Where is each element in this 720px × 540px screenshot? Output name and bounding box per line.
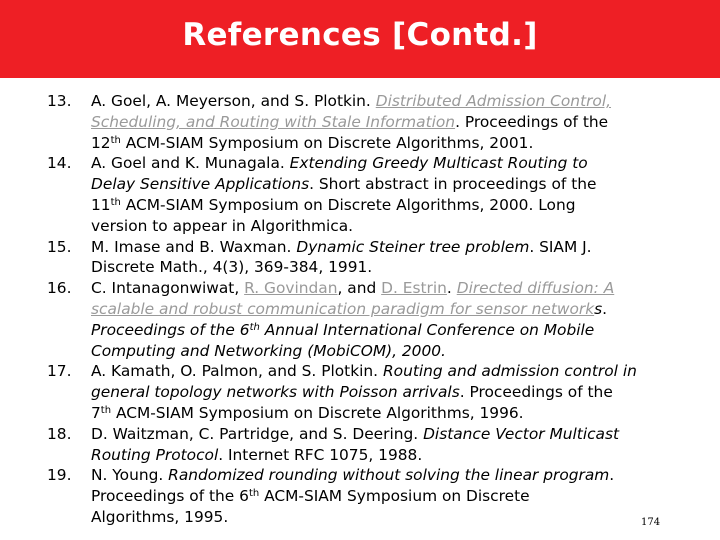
reference-list xyxy=(0,91,720,528)
title-bar xyxy=(0,0,720,78)
reference-plain-text: . xyxy=(609,466,615,485)
reference-line xyxy=(91,465,691,486)
ordinal-suffix: th xyxy=(100,404,112,416)
reference-item xyxy=(0,278,720,361)
reference-plain-text: ACM-SIAM Symposium on Discrete Algorithms, 2001. xyxy=(120,133,534,152)
reference-line xyxy=(91,216,691,237)
reference-line xyxy=(91,299,691,320)
reference-item xyxy=(0,237,720,279)
reference-text xyxy=(91,361,691,423)
reference-line xyxy=(91,257,691,278)
reference-number: 19. xyxy=(47,466,72,485)
reference-line xyxy=(91,133,691,154)
reference-title-text: Extending Greedy Multicast Routing to xyxy=(289,154,588,173)
reference-title-text: Computing and Networking (Mobi xyxy=(91,341,350,360)
reference-number: 13. xyxy=(47,92,72,110)
reference-link[interactable]: R. Govindan xyxy=(244,279,338,298)
reference-plain-text: . Internet RFC 1075, 1988. xyxy=(218,445,423,464)
reference-plain-text: ACM-SIAM Symposium on Discrete Algorithms, 2000. Long xyxy=(120,195,576,214)
reference-plain-text: 12 xyxy=(91,133,111,152)
reference-plain-text: . Proceedings of the xyxy=(459,383,613,402)
reference-plain-text: Algorithms, 1995. xyxy=(91,507,229,526)
reference-plain-text: 7 xyxy=(91,403,101,422)
reference-line xyxy=(91,445,691,466)
reference-line xyxy=(91,153,691,174)
reference-number: 14. xyxy=(47,154,72,173)
reference-title-text: Dynamic Steiner tree problem xyxy=(296,237,530,256)
reference-line xyxy=(91,91,691,112)
reference-line xyxy=(91,341,691,362)
reference-line xyxy=(91,278,691,299)
reference-plain-text: . Short abstract in proceedings of the xyxy=(309,175,597,194)
reference-title-text: COM), 2000. xyxy=(349,341,446,360)
reference-number: 18. xyxy=(47,424,72,443)
reference-plain-text: A. Kamath, O. Palmon, and S. Plotkin. xyxy=(91,362,383,381)
reference-plain-text: N. Young. xyxy=(91,466,169,485)
reference-text xyxy=(91,424,691,466)
reference-item xyxy=(0,424,720,466)
reference-text xyxy=(91,237,691,279)
reference-text xyxy=(91,91,691,153)
reference-line xyxy=(91,424,691,445)
reference-line xyxy=(91,237,691,258)
reference-title-text: Delay Sensitive Applications xyxy=(91,175,310,194)
reference-plain-text: A. Goel and K. Munagala. xyxy=(91,154,290,173)
reference-item xyxy=(0,361,720,423)
reference-item xyxy=(0,91,720,153)
reference-text xyxy=(91,465,691,527)
reference-plain-text: . SIAM J. xyxy=(529,237,592,256)
reference-plain-text: . xyxy=(602,299,608,318)
page-number: 174 xyxy=(641,517,661,528)
reference-line xyxy=(91,403,691,424)
reference-plain-text: 11 xyxy=(91,195,111,214)
reference-text xyxy=(91,153,691,236)
reference-plain-text: . Proceedings of the xyxy=(455,112,609,131)
reference-line xyxy=(91,320,691,341)
reference-plain-text: D. Waitzman, C. Partridge, and S. Deering. xyxy=(91,424,424,443)
reference-line xyxy=(91,507,691,528)
reference-text xyxy=(91,278,691,361)
reference-link[interactable]: Directed diffusion: A xyxy=(456,279,615,298)
reference-link[interactable]: D. Estrin xyxy=(381,279,447,298)
reference-link[interactable]: Scheduling, and Routing with Stale Information xyxy=(91,112,456,131)
reference-line xyxy=(91,361,691,382)
reference-plain-text: M. Imase and B. Waxman. xyxy=(91,237,297,256)
reference-title-text: Annual International Conference on Mobile xyxy=(259,320,595,339)
ordinal-suffix: th xyxy=(248,488,260,500)
reference-title-text: s xyxy=(594,299,603,318)
reference-item xyxy=(0,153,720,236)
ordinal-suffix: th xyxy=(110,134,121,146)
reference-number: 17. xyxy=(47,362,72,381)
reference-title-text: general topology networks with Poisson arrivals xyxy=(91,383,460,402)
reference-number: 16. xyxy=(47,279,72,298)
reference-line xyxy=(91,486,691,507)
reference-title-text: Randomized rounding without solving the linear program xyxy=(168,466,610,485)
reference-plain-text: , and xyxy=(337,279,382,298)
reference-line xyxy=(91,112,691,133)
reference-plain-text: Discrete Math., 4(3), 369-384, 1991. xyxy=(91,258,373,277)
reference-plain-text: ACM-SIAM Symposium on Discrete Algorithms, 1996. xyxy=(111,403,524,422)
page-title: References [Contd.] xyxy=(182,17,538,53)
reference-plain-text: A. Goel, A. Meyerson, and S. Plotkin. xyxy=(91,92,376,110)
ordinal-suffix: th xyxy=(249,321,260,333)
reference-plain-text: Proceedings of the 6 xyxy=(91,487,249,506)
reference-title-text: Distance Vector Multicast xyxy=(423,424,620,443)
reference-title-text: Routing and admission control in xyxy=(382,362,637,381)
reference-line xyxy=(91,195,691,216)
ordinal-suffix: th xyxy=(110,196,121,208)
reference-line xyxy=(91,174,691,195)
reference-line xyxy=(91,382,691,403)
reference-link[interactable]: Distributed Admission Control, xyxy=(375,92,612,110)
reference-number: 15. xyxy=(47,237,72,256)
reference-item xyxy=(0,465,720,527)
reference-plain-text: . xyxy=(446,279,457,298)
reference-plain-text: C. Intanagonwiwat, xyxy=(91,279,245,298)
reference-link[interactable]: scalable and robust communication paradigm for sensor network xyxy=(91,299,595,318)
reference-title-text: Proceedings of the 6 xyxy=(91,320,250,339)
reference-plain-text: ACM-SIAM Symposium on Discrete xyxy=(259,487,530,506)
reference-plain-text: version to appear in Algorithmica. xyxy=(91,216,354,235)
reference-title-text: Routing Protocol xyxy=(91,445,219,464)
